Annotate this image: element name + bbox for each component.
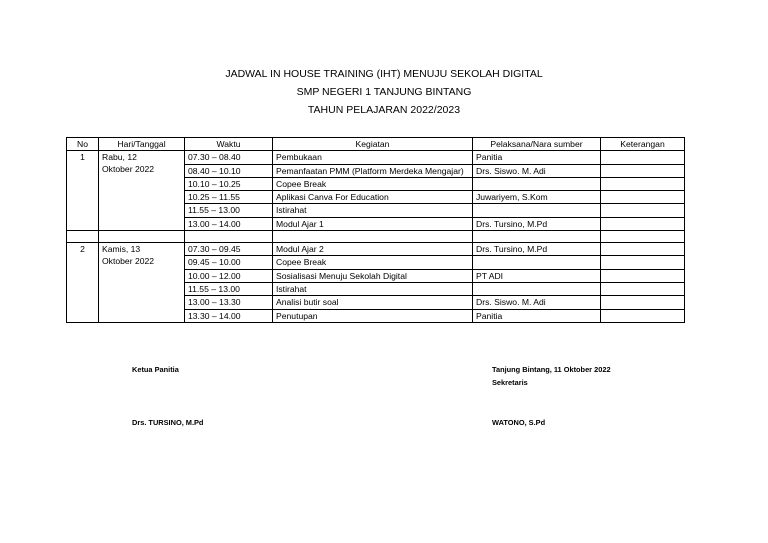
activity-cell: Modul Ajar 2 [273,243,473,256]
note-cell [601,204,685,217]
note-cell [601,282,685,295]
note-cell [601,309,685,322]
activity-cell: Copee Break [273,177,473,190]
right-signature-role: Sekretaris [492,378,528,387]
activity-cell: Pemanfaatan PMM (Platform Merdeka Mengajar) [273,164,473,177]
table-row [67,151,685,164]
day1-date-cell [99,151,185,231]
time-cell: 10.00 – 12.00 [185,269,273,282]
day1-date: Oktober 2022 [102,164,155,175]
time-cell: 13.00 – 14.00 [185,217,273,230]
day1-day: Rabu, 12 [102,152,137,163]
time-cell: 11.55 – 13.00 [185,282,273,295]
time-cell: 13.30 – 14.00 [185,309,273,322]
header-day: Hari/Tanggal [99,138,185,151]
speaker-cell: Drs. Siswo. M. Adi [473,296,601,309]
activity-cell: Sosialisasi Menuju Sekolah Digital [273,269,473,282]
title-line-3: TAHUN PELAJARAN 2022/2023 [307,104,461,116]
day2-date: Oktober 2022 [102,256,155,267]
day1-no: 1 [67,151,99,231]
day2-date-cell [99,243,185,323]
activity-cell: Pembukaan [273,151,473,164]
note-cell [601,296,685,309]
speaker-cell [473,256,601,269]
note-cell [601,191,685,204]
speaker-cell: Drs. Siswo. M. Adi [473,164,601,177]
speaker-cell: Juwariyem, S.Kom [473,191,601,204]
header-activity: Kegiatan [273,138,473,151]
note-cell [601,243,685,256]
time-cell: 10.25 – 11.55 [185,191,273,204]
activity-cell: Analisi butir soal [273,296,473,309]
time-cell: 10.10 – 10.25 [185,177,273,190]
time-cell: 09.45 – 10.00 [185,256,273,269]
table-row [67,243,685,256]
header-speaker: Pelaksana/Nara sumber [473,138,601,151]
day2-no: 2 [67,243,99,323]
speaker-cell: Panitia [473,309,601,322]
note-cell [601,151,685,164]
day2-day: Kamis, 13 [102,244,141,255]
speaker-cell [473,282,601,295]
activity-cell: Copee Break [273,256,473,269]
speaker-cell: Panitia [473,151,601,164]
activity-cell: Istirahat [273,204,473,217]
time-cell: 07.30 – 08.40 [185,151,273,164]
speaker-cell: Drs. Tursino, M.Pd [473,243,601,256]
title-line-1: JADWAL IN HOUSE TRAINING (IHT) MENUJU SEKOLAH DIGITAL [225,68,543,80]
header-note: Keterangan [601,138,685,151]
title-line-2: SMP NEGERI 1 TANJUNG BINTANG [296,86,472,98]
right-signature-name: WATONO, S.Pd [492,418,546,427]
activity-cell: Istirahat [273,282,473,295]
activity-cell: Aplikasi Canva For Education [273,191,473,204]
left-signature-role: Ketua Panitia [132,365,179,374]
right-signature-place-date: Tanjung Bintang, 11 Oktober 2022 [492,365,611,374]
time-cell: 11.55 – 13.00 [185,204,273,217]
note-cell [601,164,685,177]
left-signature-name: Drs. TURSINO, M.Pd [132,418,204,427]
table-header-row [67,138,685,151]
schedule-table [66,137,685,323]
speaker-cell: PT ADI [473,269,601,282]
note-cell [601,269,685,282]
activity-cell: Penutupan [273,309,473,322]
speaker-cell [473,204,601,217]
spacer-row [67,231,685,243]
speaker-cell [473,177,601,190]
note-cell [601,256,685,269]
header-no: No [67,138,99,151]
activity-cell: Modul Ajar 1 [273,217,473,230]
note-cell [601,177,685,190]
time-cell: 13.00 – 13.30 [185,296,273,309]
speaker-cell: Drs. Tursino, M.Pd [473,217,601,230]
time-cell: 07.30 – 09.45 [185,243,273,256]
document-title [0,65,768,119]
header-time: Waktu [185,138,273,151]
time-cell: 08.40 – 10.10 [185,164,273,177]
note-cell [601,217,685,230]
